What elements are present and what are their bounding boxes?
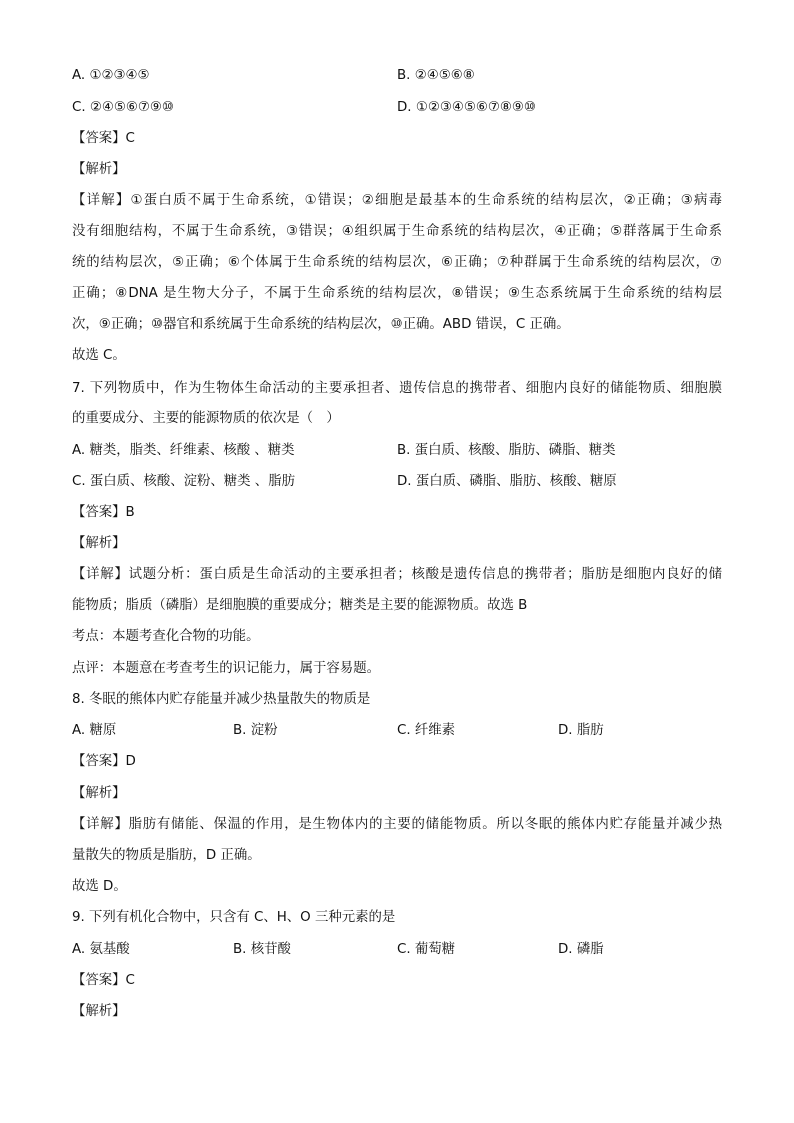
q7-option-b: B. 蛋白质、核酸、脂肪、磷脂、糖类 [397, 443, 616, 458]
q7-analysis-label: 【解析】 [72, 536, 126, 551]
q6-detail-line: 统的结构层次，⑤正确；⑥个体属于生命系统的结构层次，⑥正确；⑦种群属于生命系统的结构层次，⑦ [72, 255, 722, 270]
q7-answer: 【答案】B [72, 505, 135, 520]
q7-option-c: C. 蛋白质、核酸、淀粉、糖类 、脂肪 [72, 474, 295, 489]
q7-stem-line: 7. 下列物质中，作为生物体生命活动的主要承担者、遗传信息的携带者、细胞内良好的储能物质、细胞膜 [72, 381, 722, 396]
q9-stem: 9. 下列有机化合物中，只含有 C、H、O 三种元素的是 [72, 910, 396, 925]
q9-option-b: B. 核苷酸 [233, 942, 291, 957]
q8-detail-line: 【详解】脂肪有储能、保温的作用，是生物体内的主要的储能物质。所以冬眠的熊体内贮存能量并减少热 [72, 817, 722, 832]
q9-option-d: D. 磷脂 [558, 942, 604, 957]
q6-detail-line: 【详解】①蛋白质不属于生命系统，①错误；②细胞是最基本的生命系统的结构层次，②正确；③病毒 [72, 193, 722, 208]
q8-option-b: B. 淀粉 [233, 723, 278, 738]
q6-answer: 【答案】C [72, 131, 135, 146]
q7-option-d: D. 蛋白质、磷脂、脂肪、核酸、糖原 [397, 474, 617, 489]
q8-option-d: D. 脂肪 [558, 723, 604, 738]
q6-analysis-label: 【解析】 [72, 162, 126, 177]
q8-detail-line: 量散失的物质是脂肪，D 正确。 [72, 848, 261, 863]
q6-detail-line: 正确；⑧DNA 是生物大分子，不属于生命系统的结构层次，⑧错误；⑨生态系统属于生命系统的结构层 [72, 286, 722, 301]
q7-dianping: 点评：本题意在考查考生的识记能力，属于容易题。 [72, 661, 380, 676]
q8-analysis-label: 【解析】 [72, 786, 126, 801]
q9-answer: 【答案】C [72, 973, 135, 988]
q8-stem: 8. 冬眠的熊体内贮存能量并减少热量散失的物质是 [72, 692, 371, 707]
q7-kaodian: 考点：本题考查化合物的功能。 [72, 629, 260, 644]
q9-analysis-label: 【解析】 [72, 1004, 126, 1019]
q8-option-a: A. 糖原 [72, 723, 117, 738]
q6-detail-line: 没有细胞结构，不属于生命系统，③错误；④组织属于生命系统的结构层次，④正确；⑤群落属于生命系 [72, 224, 722, 239]
q7-stem-line: 的重要成分、主要的能源物质的依次是（ ） [72, 411, 340, 426]
q6-option-d: D. ①②③④⑤⑥⑦⑧⑨⑩ [397, 100, 536, 115]
q6-conclusion: 故选 C。 [72, 348, 126, 363]
q7-detail-line: 【详解】试题分析：蛋白质是生命活动的主要承担者；核酸是遗传信息的携带者；脂肪是细胞内良好的储 [72, 567, 722, 582]
q7-option-a: A. 糖类，脂类、纤维素、核酸 、糖类 [72, 443, 295, 458]
q8-conclusion: 故选 D。 [72, 879, 127, 894]
q7-detail-line: 能物质；脂质（磷脂）是细胞膜的重要成分；糖类是主要的能源物质。故选 B [72, 598, 528, 613]
q8-option-c: C. 纤维素 [397, 723, 456, 738]
q8-answer: 【答案】D [72, 754, 136, 769]
q9-option-a: A. 氨基酸 [72, 942, 130, 957]
q9-option-c: C. 葡萄糖 [397, 942, 456, 957]
q6-detail-line: 次，⑨正确；⑩器官和系统属于生命系统的结构层次，⑩正确。ABD 错误，C 正确。 [72, 317, 570, 332]
q6-option-a: A. ①②③④⑤ [72, 68, 150, 83]
q6-option-b: B. ②④⑤⑥⑧ [397, 68, 475, 83]
q6-option-c: C. ②④⑤⑥⑦⑨⑩ [72, 100, 174, 115]
